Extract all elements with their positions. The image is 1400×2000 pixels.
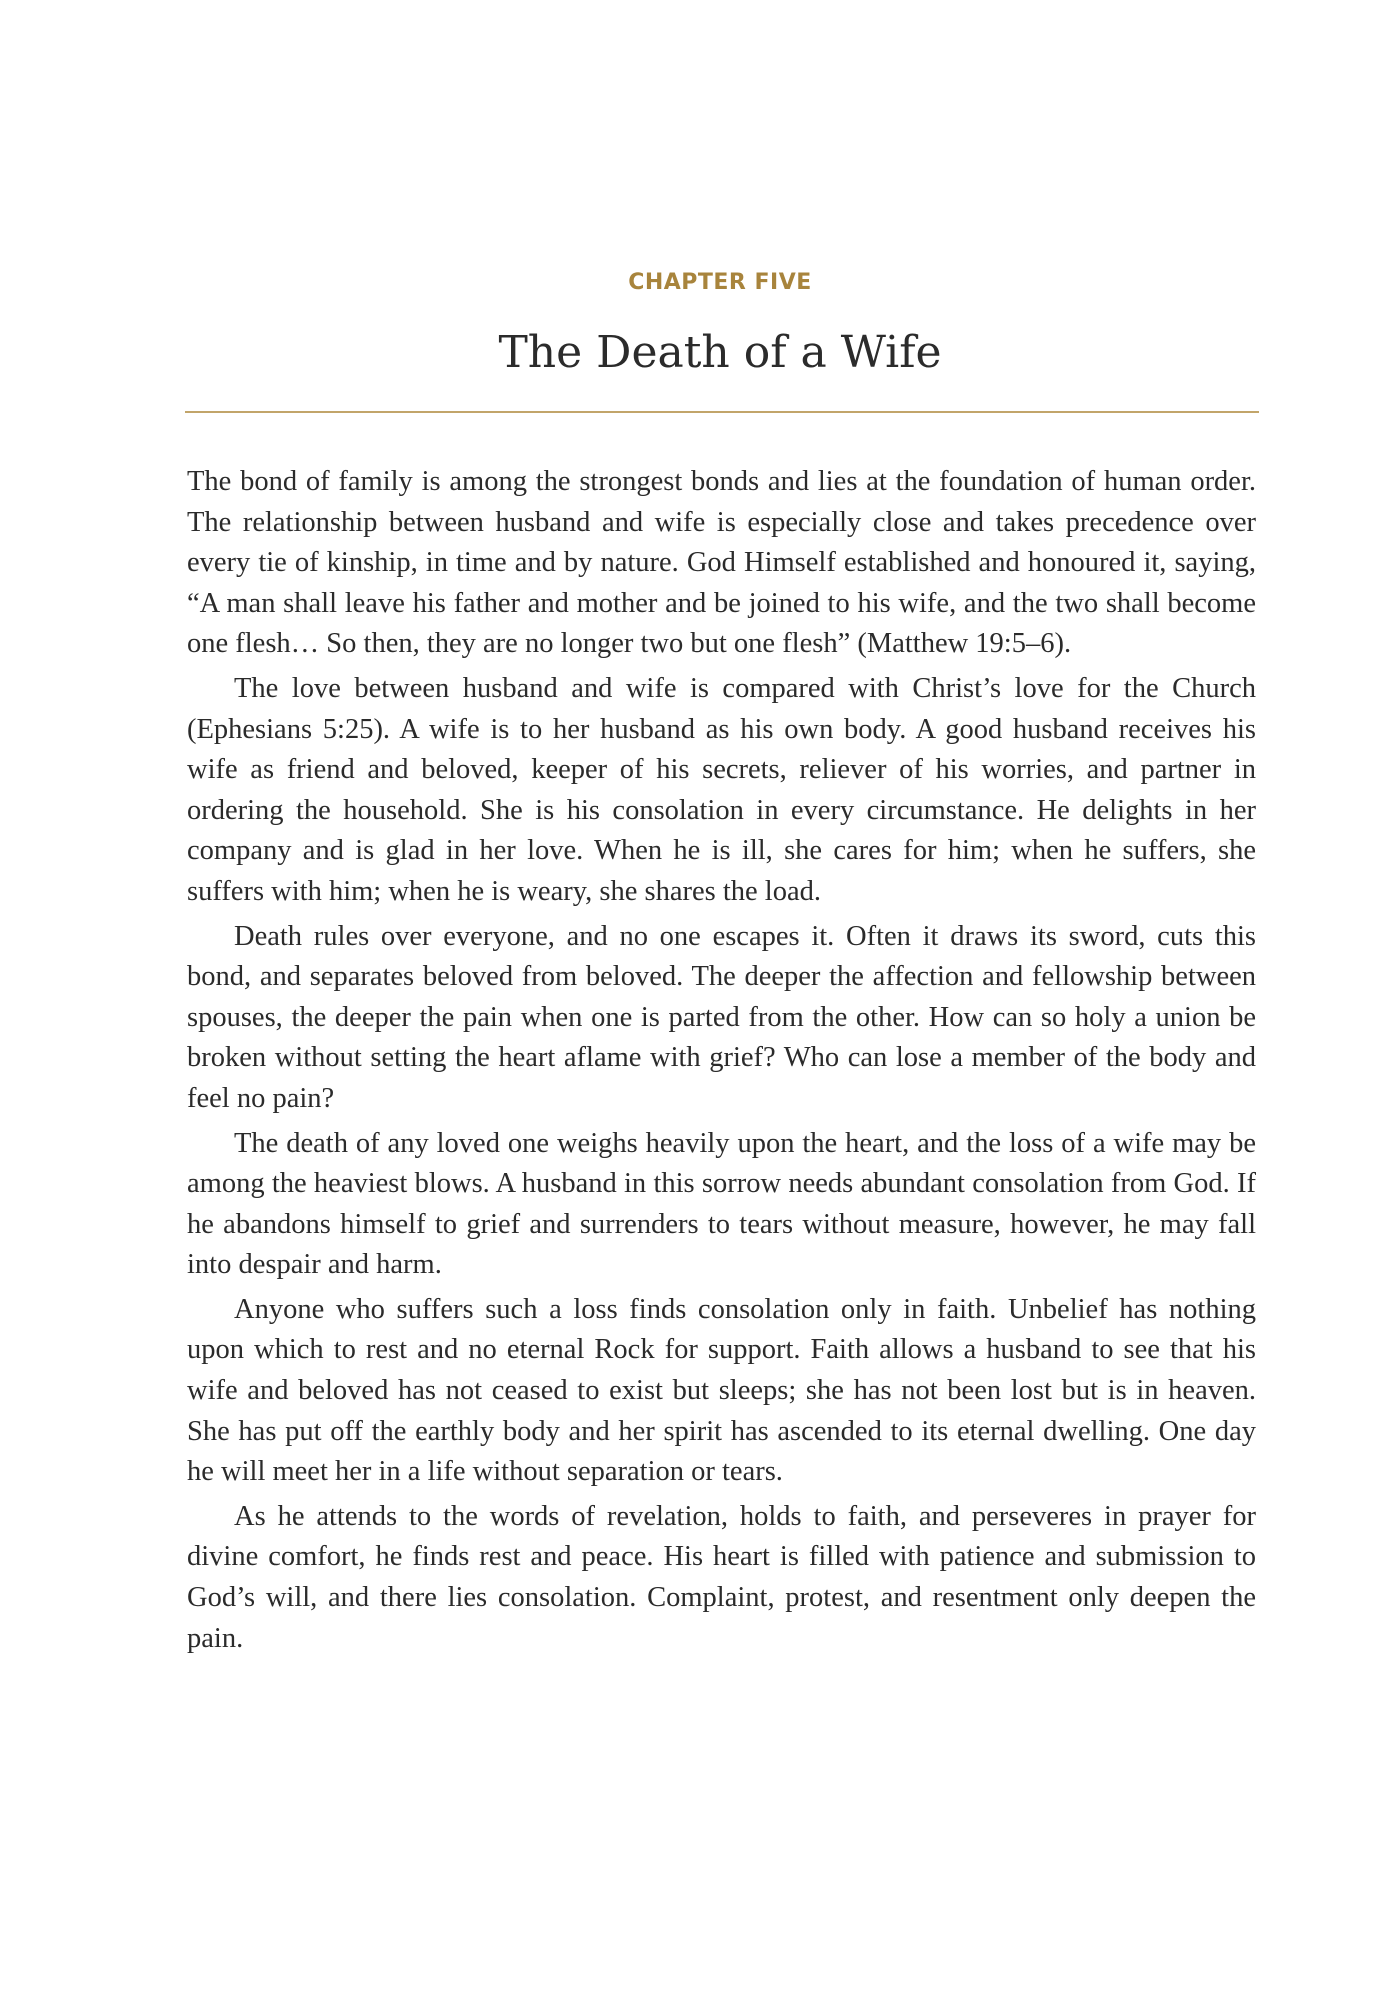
title-divider xyxy=(185,411,1259,413)
paragraph-6: As he attends to the words of revelation, holds to faith, and perseveres in prayer for divine comfort, he finds rest and peace. His heart is filled with patience and submission to God’s will, and there lies consolation. Complaint, protest, and resentment only deepen the pain. xyxy=(187,1500,1256,1654)
paragraph-2: The love between husband and wife is compared with Christ’s love for the Church (Ephesians 5:25). A wife is to her husband as his own body. A good husband receives his wife as friend and beloved, keeper of his secrets, reliever of his worries, and partner in ordering the household. She is his consolation in every circumstance. He delights in her company and is glad in her love. When he is ill, she cares for him; when he suffers, she suffers with him; when he is weary, she shares the load. xyxy=(187,672,1256,907)
paragraph-5: Anyone who suffers such a loss finds consolation only in faith. Unbelief has nothing upon which to rest and no eternal Rock for support. Faith allows a husband to see that his wife and beloved has not ceased to exist but sleeps; she has not been lost but is in heaven. She has put off the earthly body and her spirit has ascended to its eternal dwelling. One day he will meet her in a life without separation or tears. xyxy=(187,1293,1256,1488)
chapter-label: CHAPTER FIVE xyxy=(628,270,812,295)
chapter-body xyxy=(187,462,1256,1663)
chapter-title: The Death of a Wife xyxy=(498,327,942,378)
paragraph-4: The death of any loved one weighs heavily upon the heart, and the loss of a wife may be among the heaviest blows. A husband in this sorrow needs abundant consolation from God. If he abandons himself to grief and surrenders to tears without measure, however, he may fall into despair and harm. xyxy=(187,1127,1256,1281)
paragraph-1: The bond of family is among the strongest bonds and lies at the foundation of human order. The relationship between husband and wife is especially close and takes precedence over every tie of kinship, in time and by nature. God Himself established and honoured it, saying, “A man shall leave his father and mother and be joined to his wife, and the two shall become one flesh… So then, they are no longer two but one flesh” (Matthew 19:5–6). xyxy=(187,466,1256,660)
paragraph-3: Death rules over everyone, and no one escapes it. Often it draws its sword, cuts this bond, and separates beloved from beloved. The deeper the affection and fellowship between spouses, the deeper the pain when one is parted from the other. How can so holy a union be broken without setting the heart aflame with grief? Who can lose a member of the body and feel no pain? xyxy=(187,920,1256,1114)
